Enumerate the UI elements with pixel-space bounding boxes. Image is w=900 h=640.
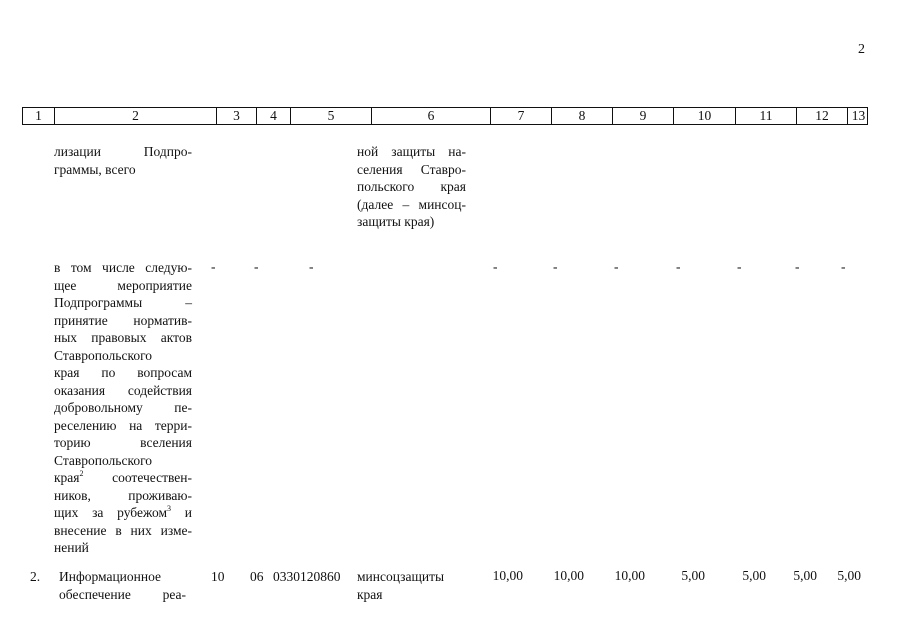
row3-col3: 10 bbox=[211, 569, 225, 584]
page-number: 2 bbox=[858, 42, 865, 57]
text-line: принятие норматив- bbox=[54, 312, 192, 328]
row2-col3-dash: - bbox=[211, 259, 216, 274]
header-col-13: 13 bbox=[847, 108, 869, 124]
row3-col7: 10,00 bbox=[492, 568, 523, 583]
footnote-marker: 2 bbox=[79, 469, 84, 478]
header-col-3: 3 bbox=[216, 108, 256, 124]
row2-col12-dash: - bbox=[795, 259, 800, 274]
row3-col6-text bbox=[357, 568, 444, 603]
text-line: граммы, всего bbox=[54, 161, 136, 177]
text-line: края bbox=[357, 586, 383, 602]
text-line: Подпрограммы – bbox=[54, 295, 192, 310]
row2-col2-text bbox=[54, 259, 192, 557]
row2-col9-dash: - bbox=[614, 259, 619, 274]
text-line: ной защиты на- bbox=[357, 144, 466, 159]
header-col-2: 2 bbox=[54, 108, 216, 124]
text-line: ных правовых актов bbox=[54, 330, 192, 345]
header-col-1: 1 bbox=[35, 108, 42, 123]
header-col-5: 5 bbox=[290, 108, 371, 124]
text-line: Ставропольского bbox=[54, 347, 153, 363]
text-line: польского края bbox=[357, 179, 466, 194]
text-line: Информационное bbox=[59, 569, 162, 584]
row3-col4: 06 bbox=[250, 569, 264, 584]
row3-col11: 5,00 bbox=[742, 568, 766, 583]
row3-col5: 0330120860 bbox=[273, 569, 341, 584]
text-line: внесение в них изме- bbox=[54, 522, 192, 538]
row3-col9: 10,00 bbox=[614, 568, 645, 583]
row2-col7-dash: - bbox=[493, 259, 498, 274]
row3-col10: 5,00 bbox=[681, 568, 705, 583]
text-segment: соотечествен- bbox=[112, 470, 192, 485]
text-line: защиты края) bbox=[357, 214, 435, 229]
text-line: лизации Подпро- bbox=[54, 144, 192, 159]
row1-col2-text bbox=[54, 143, 192, 178]
text-line: минсоцзащиты bbox=[357, 569, 445, 584]
row2-col8-dash: - bbox=[553, 259, 558, 274]
header-col-4: 4 bbox=[256, 108, 290, 124]
text-line: добровольному пе- bbox=[54, 400, 192, 415]
header-col-8: 8 bbox=[551, 108, 612, 124]
row1-col6-text bbox=[357, 143, 466, 231]
row2-col10-dash: - bbox=[676, 259, 681, 274]
text-line: селения Ставро- bbox=[357, 161, 466, 177]
footnote-marker: 3 bbox=[167, 504, 172, 513]
row3-number: 2. bbox=[30, 569, 41, 584]
text-line: реселению на терри- bbox=[54, 417, 192, 433]
header-col-10: 10 bbox=[673, 108, 735, 124]
header-col-6: 6 bbox=[371, 108, 490, 124]
text-line: края по вопросам bbox=[54, 365, 192, 380]
header-col-11: 11 bbox=[735, 108, 796, 124]
text-line: Ставропольского bbox=[54, 452, 153, 468]
text-segment: края bbox=[54, 470, 80, 485]
text-line: нений bbox=[54, 540, 89, 555]
text-line: щее мероприятие bbox=[54, 277, 192, 293]
row3-col2-text bbox=[59, 568, 186, 603]
row3-col12: 5,00 bbox=[793, 568, 817, 583]
text-line: ников, проживаю- bbox=[54, 487, 192, 503]
header-col-12: 12 bbox=[796, 108, 847, 124]
text-line: в том числе следую- bbox=[54, 260, 192, 275]
row3-col8: 10,00 bbox=[553, 568, 584, 583]
text-segment: щих за рубежом bbox=[54, 505, 168, 520]
header-col-9: 9 bbox=[612, 108, 673, 124]
text-line-with-footnote bbox=[54, 469, 192, 487]
text-line: (далее – минсоц- bbox=[357, 196, 466, 212]
text-segment: и bbox=[184, 505, 192, 520]
row2-col13-dash: - bbox=[841, 259, 846, 274]
text-line: торию вселения bbox=[54, 435, 192, 450]
table-header-row bbox=[22, 107, 868, 125]
header-col-7: 7 bbox=[490, 108, 551, 124]
row3-col13: 5,00 bbox=[837, 568, 861, 583]
row2-col5-dash: - bbox=[309, 259, 314, 274]
row2-col4-dash: - bbox=[254, 259, 259, 274]
row2-col11-dash: - bbox=[737, 259, 742, 274]
text-line-with-footnote bbox=[54, 504, 192, 522]
text-line: оказания содействия bbox=[54, 382, 192, 398]
text-line: обеспечение реа- bbox=[59, 586, 186, 602]
